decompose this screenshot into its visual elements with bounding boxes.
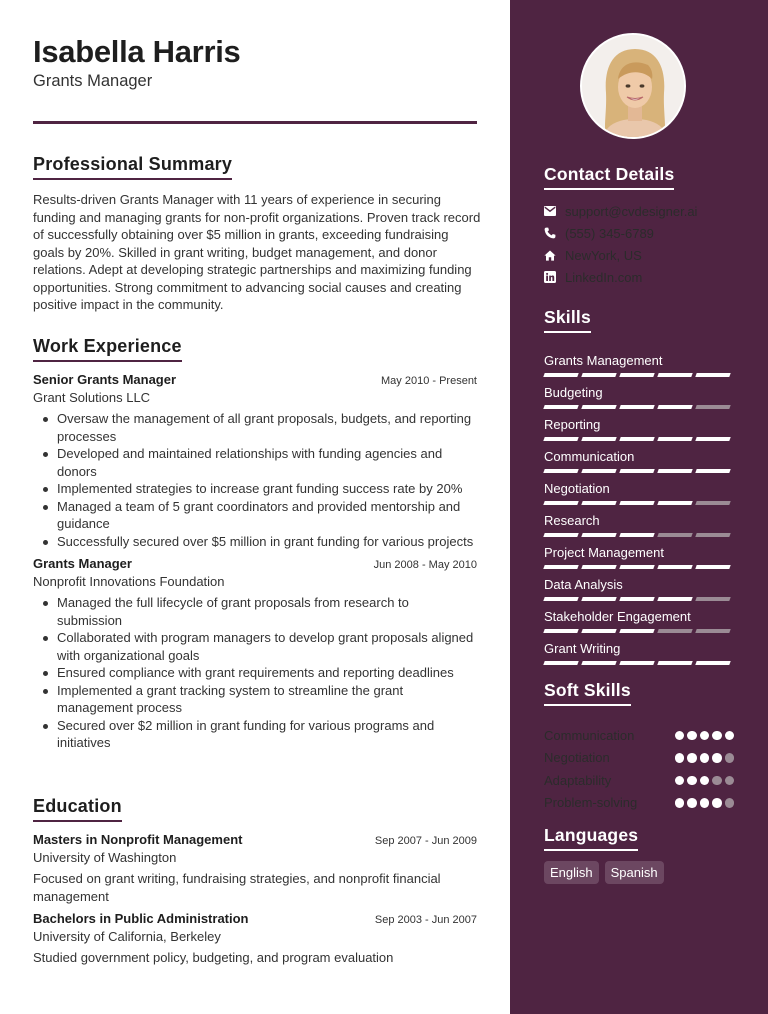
job-bullet: Managed a team of 5 grant coordinators and provided mentorship and guidance xyxy=(33,498,477,533)
languages-list xyxy=(544,861,744,884)
profile-photo-image xyxy=(582,35,686,139)
degree-title: Masters in Nonprofit Management xyxy=(33,832,243,847)
skill-level-bar xyxy=(544,661,730,665)
job-bullet: Developed and maintained relationships with funding agencies and donors xyxy=(33,445,477,480)
soft-skills-heading: Soft Skills xyxy=(544,680,631,706)
soft-skill-item xyxy=(544,769,734,792)
soft-skill-name: Communication xyxy=(544,727,635,743)
skill-level-segment xyxy=(543,501,578,505)
skill-name: Grant Writing xyxy=(544,641,621,656)
skill-level-segment xyxy=(543,405,578,409)
education-heading: Education xyxy=(33,796,122,822)
rating-dot xyxy=(712,731,722,741)
job-title: Senior Grants Manager xyxy=(33,372,177,387)
skill-level-segment xyxy=(619,437,654,441)
school-name: University of California, Berkeley xyxy=(33,929,221,944)
work-heading: Work Experience xyxy=(33,336,182,362)
skill-level-segment xyxy=(657,565,692,569)
rating-dot xyxy=(725,798,735,808)
rating-dot xyxy=(700,731,710,741)
education-section xyxy=(33,796,477,967)
contact-section xyxy=(544,164,744,288)
skill-level-segment xyxy=(581,661,616,665)
job-bullet: Managed the full lifecycle of grant proposals from research to submission xyxy=(33,594,477,629)
skill-level-segment xyxy=(695,437,730,441)
skill-level-segment xyxy=(619,661,654,665)
soft-skill-name: Problem-solving xyxy=(544,795,638,811)
skill-level-segment xyxy=(581,437,616,441)
education-entry xyxy=(33,911,477,967)
skills-list xyxy=(544,353,734,673)
skill-item xyxy=(544,449,734,481)
rating-dot xyxy=(725,731,735,741)
skill-level-bar xyxy=(544,501,730,505)
contact-phone-text: (555) 345-6789 xyxy=(565,225,654,241)
candidate-role: Grants Manager xyxy=(33,72,153,90)
skill-level-segment xyxy=(695,469,730,473)
skill-name: Stakeholder Engagement xyxy=(544,609,691,624)
soft-skill-name: Negotiation xyxy=(544,750,610,766)
rating-dot xyxy=(725,776,735,786)
skill-level-segment xyxy=(695,373,730,377)
skill-level-segment xyxy=(619,629,654,633)
skill-level-segment xyxy=(657,469,692,473)
skill-level-segment xyxy=(581,373,616,377)
skill-item xyxy=(544,641,734,673)
rating-dot xyxy=(712,798,722,808)
skill-name: Research xyxy=(544,513,600,528)
rating-dot xyxy=(675,731,685,741)
skill-name: Negotiation xyxy=(544,481,610,496)
contact-location xyxy=(544,244,744,266)
contact-phone[interactable] xyxy=(544,222,744,244)
skill-level-segment xyxy=(619,469,654,473)
contact-linkedin[interactable] xyxy=(544,266,744,288)
skill-level-segment xyxy=(619,405,654,409)
rating-dot xyxy=(687,731,697,741)
skills-heading: Skills xyxy=(544,307,591,333)
rating-dot xyxy=(675,798,685,808)
job-bullet: Collaborated with program managers to develop grant proposals aligned with organizational goals xyxy=(33,629,477,664)
skill-level-segment xyxy=(619,533,654,537)
job-bullet: Implemented a grant tracking system to streamline the grant management process xyxy=(33,682,477,717)
skill-level-segment xyxy=(657,501,692,505)
soft-skill-item xyxy=(544,747,734,770)
job-company: Grant Solutions LLC xyxy=(33,390,151,405)
skill-level-segment xyxy=(543,661,578,665)
skill-level-segment xyxy=(657,597,692,601)
job-date: Jun 2008 - May 2010 xyxy=(373,559,477,571)
job-bullets xyxy=(33,594,477,752)
skill-level-segment xyxy=(581,501,616,505)
rating-dot xyxy=(725,753,735,763)
skill-item xyxy=(544,577,734,609)
job-entry xyxy=(33,556,477,752)
skill-level-segment xyxy=(695,597,730,601)
skill-level-segment xyxy=(657,373,692,377)
skill-level-segment xyxy=(581,565,616,569)
skill-level-segment xyxy=(581,597,616,601)
skill-level-segment xyxy=(543,533,578,537)
skill-name: Budgeting xyxy=(544,385,603,400)
skill-item xyxy=(544,385,734,417)
summary-heading: Professional Summary xyxy=(33,154,232,180)
soft-skill-rating xyxy=(675,776,735,786)
skill-level-segment xyxy=(657,437,692,441)
soft-skill-item xyxy=(544,724,734,747)
soft-skills-section xyxy=(544,680,734,814)
languages-heading: Languages xyxy=(544,825,638,851)
soft-skill-rating xyxy=(675,731,735,741)
rating-dot xyxy=(687,798,697,808)
skills-section xyxy=(544,307,734,673)
education-description: Focused on grant writing, fundraising strategies, and nonprofit financial management xyxy=(33,871,441,904)
skill-level-segment xyxy=(543,565,578,569)
skill-item xyxy=(544,545,734,577)
phone-icon xyxy=(544,227,565,239)
soft-skill-rating xyxy=(675,798,735,808)
summary-text: Results-driven Grants Manager with 11 years of experience in securing funding and managing grants for non-profit organizations. Proven track record of successfully obtaining over $5 million in grants, exceeding fundraising goals by 20%. Skilled in grant writing, budget management, and donor relations. Adept at developing strategic partnerships and maximizing funding opportunities. Strong commitment to advancing social causes and creating positive impact in the community. xyxy=(33,192,481,312)
skill-item xyxy=(544,609,734,641)
rating-dot xyxy=(687,753,697,763)
linkedin-icon xyxy=(544,271,565,283)
job-bullet: Implemented strategies to increase grant funding success rate by 20% xyxy=(33,480,477,498)
rating-dot xyxy=(712,776,722,786)
skill-level-bar xyxy=(544,597,730,601)
school-name: University of Washington xyxy=(33,850,177,865)
skill-level-segment xyxy=(695,405,730,409)
skill-level-bar xyxy=(544,565,730,569)
soft-skill-item xyxy=(544,792,734,815)
job-title: Grants Manager xyxy=(33,556,132,571)
contact-linkedin-text: LinkedIn.com xyxy=(565,269,643,285)
profile-photo xyxy=(580,33,686,139)
rating-dot xyxy=(700,776,710,786)
job-bullet: Ensured compliance with grant requirements and reporting deadlines xyxy=(33,664,477,682)
job-entry xyxy=(33,372,477,550)
job-bullet: Secured over $2 million in grant funding for various programs and initiatives xyxy=(33,717,477,752)
skill-item xyxy=(544,513,734,545)
languages-section xyxy=(544,825,744,884)
skill-level-segment xyxy=(543,373,578,377)
skill-level-bar xyxy=(544,373,730,377)
job-bullets xyxy=(33,410,477,550)
skill-name: Reporting xyxy=(544,417,601,432)
skill-level-segment xyxy=(695,661,730,665)
skill-level-segment xyxy=(619,501,654,505)
skill-level-bar xyxy=(544,629,730,633)
rating-dot xyxy=(712,753,722,763)
skill-level-segment xyxy=(543,437,578,441)
language-chip: Spanish xyxy=(605,861,664,884)
skill-level-bar xyxy=(544,437,730,441)
envelope-icon xyxy=(544,206,565,216)
skill-item xyxy=(544,481,734,513)
degree-title: Bachelors in Public Administration xyxy=(33,911,249,926)
soft-skill-name: Adaptability xyxy=(544,772,612,788)
skill-level-segment xyxy=(695,629,730,633)
skill-item xyxy=(544,353,734,385)
skill-level-segment xyxy=(619,565,654,569)
professional-summary-section xyxy=(33,154,483,314)
rating-dot xyxy=(687,776,697,786)
skill-level-segment xyxy=(543,597,578,601)
education-date: Sep 2007 - Jun 2009 xyxy=(374,835,477,847)
skill-item xyxy=(544,417,734,449)
skill-name: Grants Management xyxy=(544,353,663,368)
education-date: Sep 2003 - Jun 2007 xyxy=(374,914,477,926)
skill-level-segment xyxy=(657,661,692,665)
skill-level-segment xyxy=(543,629,578,633)
skill-level-segment xyxy=(581,469,616,473)
job-bullet: Oversaw the management of all grant proposals, budgets, and reporting processes xyxy=(33,410,477,445)
language-chip: English xyxy=(544,861,599,884)
skill-level-segment xyxy=(581,629,616,633)
rating-dot xyxy=(700,753,710,763)
skill-level-segment xyxy=(619,373,654,377)
skill-level-segment xyxy=(581,405,616,409)
contact-heading: Contact Details xyxy=(544,164,674,190)
work-experience-section xyxy=(33,336,477,752)
skill-name: Data Analysis xyxy=(544,577,623,592)
contact-email-text: support@cvdesigner.ai xyxy=(565,203,698,219)
soft-skill-rating xyxy=(675,753,735,763)
soft-skills-list xyxy=(544,724,734,814)
skill-level-segment xyxy=(657,405,692,409)
skill-level-bar xyxy=(544,533,730,537)
rating-dot xyxy=(675,776,685,786)
skill-name: Communication xyxy=(544,449,635,464)
rating-dot xyxy=(675,753,685,763)
candidate-name: Isabella Harris xyxy=(33,34,241,69)
home-icon xyxy=(544,250,565,261)
skill-level-segment xyxy=(695,565,730,569)
contact-location-text: NewYork, US xyxy=(565,247,642,263)
skill-level-segment xyxy=(695,501,730,505)
skill-level-segment xyxy=(695,533,730,537)
education-entry xyxy=(33,832,477,905)
skill-level-bar xyxy=(544,405,730,409)
job-bullet: Successfully secured over $5 million in grant funding for various projects xyxy=(33,533,477,551)
skill-level-segment xyxy=(543,469,578,473)
job-date: May 2010 - Present xyxy=(381,375,477,387)
job-company: Nonprofit Innovations Foundation xyxy=(33,574,225,589)
skill-name: Project Management xyxy=(544,545,664,560)
skill-level-segment xyxy=(581,533,616,537)
rating-dot xyxy=(700,798,710,808)
skill-level-segment xyxy=(657,533,692,537)
skill-level-bar xyxy=(544,469,730,473)
contact-email[interactable] xyxy=(544,200,744,222)
header-divider xyxy=(33,121,477,124)
education-description: Studied government policy, budgeting, and program evaluation xyxy=(33,950,394,965)
skill-level-segment xyxy=(657,629,692,633)
skill-level-segment xyxy=(619,597,654,601)
